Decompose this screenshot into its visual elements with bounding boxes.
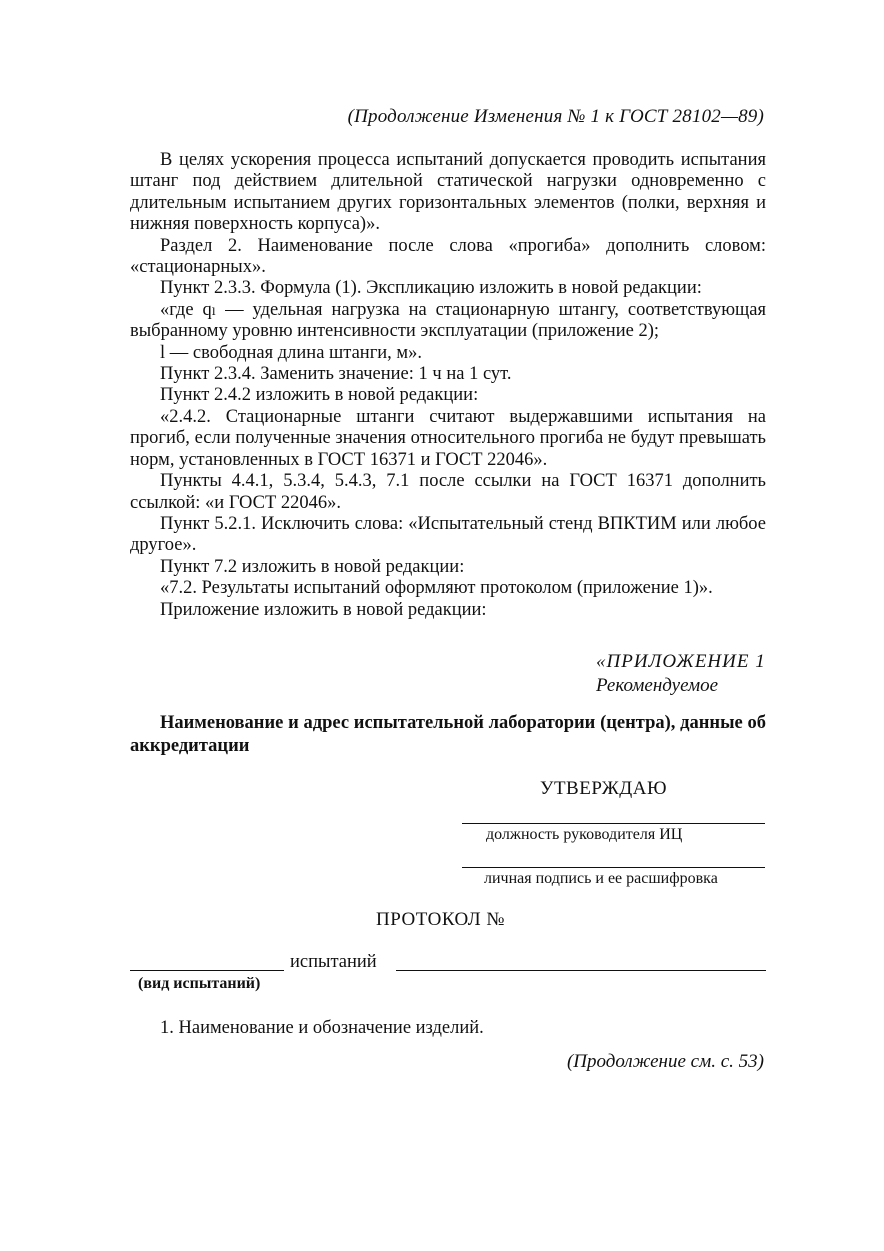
paragraph: «где qₗ — удельная нагрузка на стационарную штангу, соответствующая выбранному уровню интенсивности эксплуатации (приложение 2); bbox=[130, 299, 766, 342]
paragraph: Приложение изложить в новой редакции: bbox=[160, 599, 487, 620]
position-caption: должность руководителя ИЦ bbox=[486, 826, 683, 843]
test-object-line bbox=[396, 970, 766, 971]
paragraph: В целях ускорения процесса испытаний допускается проводить испытания штанг под действием длительной статической нагрузки одновременно с длительным испытанием других горизонтальных элементов (полки, верхняя и нижняя поверхность корпуса)». bbox=[130, 150, 766, 235]
paragraph: «2.4.2. Стационарные штанги считают выдержавшими испытания на прогиб, если полученные значения относительного прогиба не будут превышать норм, установленных в ГОСТ 16371 и ГОСТ 22046». bbox=[130, 406, 766, 470]
test-type-line bbox=[130, 970, 284, 971]
paragraph: Пункты 4.4.1, 5.3.4, 5.4.3, 7.1 после ссылки на ГОСТ 16371 дополнить ссылкой: «и ГОСТ 22046». bbox=[130, 471, 766, 513]
item-1: 1. Наименование и обозначение изделий. bbox=[160, 1018, 484, 1038]
appendix-title: «ПРИЛОЖЕНИЕ 1 bbox=[596, 651, 766, 672]
protocol-title: ПРОТОКОЛ № bbox=[376, 909, 506, 930]
tests-word: испытаний bbox=[290, 952, 377, 972]
paragraph: Раздел 2. Наименование после слова «прогиба» дополнить словом: «стационарных». bbox=[130, 235, 766, 278]
appendix-label bbox=[596, 650, 766, 698]
signature-line bbox=[462, 867, 765, 868]
paragraph: «7.2. Результаты испытаний оформляют протоколом (приложение 1)». bbox=[160, 578, 713, 599]
continuation-footer: (Продолжение см. с. 53) bbox=[566, 1051, 764, 1072]
amendment-text bbox=[130, 150, 766, 621]
paragraph: Пункт 7.2 изложить в новой редакции: bbox=[160, 556, 465, 577]
paragraph: Пункт 5.2.1. Исключить слова: «Испытательный стенд ВПКТИМ или любое другое». bbox=[130, 513, 766, 556]
paragraph: Пункт 2.3.3. Формула (1). Экспликацию изложить в новой редакции: bbox=[160, 278, 702, 299]
paragraph: l — свободная длина штанги, м». bbox=[160, 342, 423, 363]
signature-caption: личная подпись и ее расшифровка bbox=[484, 870, 718, 887]
paragraph: Пункт 2.4.2 изложить в новой редакции: bbox=[160, 385, 479, 406]
appendix-subtitle: Рекомендуемое bbox=[596, 675, 719, 696]
position-line bbox=[462, 823, 765, 824]
test-type-caption: (вид испытаний) bbox=[138, 975, 261, 992]
continuation-header: (Продолжение Изменения № 1 к ГОСТ 28102—89) bbox=[347, 106, 764, 127]
approve-label: УТВЕРЖДАЮ bbox=[540, 778, 667, 799]
paragraph: Пункт 2.3.4. Заменить значение: 1 ч на 1 сут. bbox=[160, 364, 512, 385]
lab-heading: Наименование и адрес испытательной лаборатории (центра), данные об аккредитации bbox=[130, 713, 766, 756]
